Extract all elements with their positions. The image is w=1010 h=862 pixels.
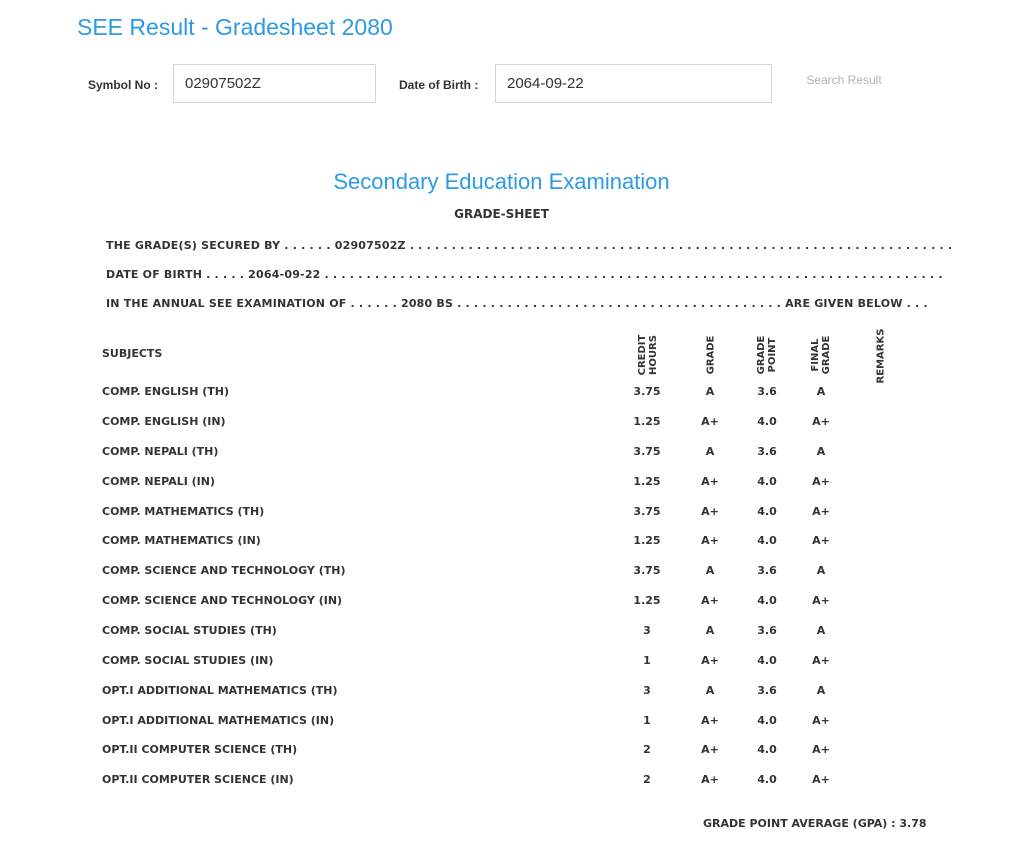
table-row <box>102 654 902 674</box>
grade-value: A <box>705 564 715 577</box>
grade-value: A+ <box>701 534 719 547</box>
grade-point-header <box>753 330 781 380</box>
final-grade-value: A <box>816 684 826 697</box>
grade-point-value: 4.0 <box>757 594 777 607</box>
table-row <box>102 743 902 763</box>
final-grade-value: A <box>816 385 826 398</box>
credit-hours-value: 2 <box>643 743 651 756</box>
dob-line: DATE OF BIRTH . . . . . 2064-09-22 . . . . . . . . . . . . . . . . . . . . . . . . . . . . . . . . . . . . . . . . . . . . . . . . . . . . . . . . . . . . . . . . . . . . . . . . . . <box>106 268 943 281</box>
table-row <box>102 684 902 704</box>
credit-hours-value: 3.75 <box>633 445 661 458</box>
credit-hours-value: 1.25 <box>633 475 661 488</box>
grade-value: A <box>705 385 715 398</box>
final-grade-value: A <box>816 445 826 458</box>
subject-name: OPT.II COMPUTER SCIENCE (IN) <box>102 773 294 786</box>
grade-value: A+ <box>701 594 719 607</box>
credit-hours-value: 3 <box>643 624 651 637</box>
remarks-header <box>867 329 895 383</box>
grade-point-header-text: GRADE POINT <box>756 335 778 375</box>
symbol-no-label: Symbol No : <box>88 78 159 92</box>
table-row <box>102 564 902 584</box>
grade-value: A+ <box>701 654 719 667</box>
final-grade-value: A+ <box>812 773 830 786</box>
grade-header-text: GRADE <box>705 335 717 375</box>
final-grade-value: A+ <box>812 415 830 428</box>
subject-name: COMP. SOCIAL STUDIES (IN) <box>102 654 274 667</box>
grade-point-value: 4.0 <box>757 714 777 727</box>
final-grade-value: A <box>816 564 826 577</box>
table-row <box>102 773 902 793</box>
final-grade-header <box>807 330 835 380</box>
credit-hours-value: 1 <box>643 714 651 727</box>
final-grade-value: A+ <box>812 475 830 488</box>
grade-point-value: 4.0 <box>757 415 777 428</box>
table-row <box>102 624 902 644</box>
subject-name: COMP. NEPALI (IN) <box>102 475 215 488</box>
page-title: SEE Result - Gradesheet 2080 <box>77 14 393 40</box>
table-row <box>102 594 902 614</box>
table-row <box>102 534 902 554</box>
table-row <box>102 475 902 495</box>
exam-title: Secondary Education Examination <box>333 169 670 194</box>
final-grade-value: A+ <box>812 654 830 667</box>
final-grade-value: A+ <box>812 743 830 756</box>
grade-point-value: 3.6 <box>757 684 777 697</box>
grade-value: A+ <box>701 743 719 756</box>
secured-by-line: THE GRADE(S) SECURED BY . . . . . . 02907502Z . . . . . . . . . . . . . . . . . . . . . . . . . . . . . . . . . . . . . . . . . . . . . . . . . . . . . . . . . . . . . . . . . <box>106 239 953 252</box>
subject-name: COMP. NEPALI (TH) <box>102 445 219 458</box>
grade-point-value: 4.0 <box>757 743 777 756</box>
credit-hours-value: 1.25 <box>633 594 661 607</box>
final-grade-value: A+ <box>812 505 830 518</box>
table-row <box>102 714 902 734</box>
grade-value: A+ <box>701 505 719 518</box>
credit-hours-header <box>634 330 662 380</box>
grade-point-value: 3.6 <box>757 445 777 458</box>
grade-header <box>697 330 725 380</box>
grade-point-value: 4.0 <box>757 654 777 667</box>
grade-point-value: 4.0 <box>757 773 777 786</box>
table-row <box>102 505 902 525</box>
symbol-no-input[interactable] <box>173 64 376 103</box>
grade-value: A <box>705 684 715 697</box>
grade-point-value: 3.6 <box>757 624 777 637</box>
grade-value: A <box>705 624 715 637</box>
final-grade-header-text: FINAL GRADE <box>810 335 832 375</box>
grade-point-value: 4.0 <box>757 475 777 488</box>
credit-hours-value: 1.25 <box>633 415 661 428</box>
credit-hours-header-text: CREDIT HOURS <box>637 334 659 376</box>
subject-name: COMP. ENGLISH (TH) <box>102 385 229 398</box>
grade-point-value: 3.6 <box>757 564 777 577</box>
subject-name: OPT.II COMPUTER SCIENCE (TH) <box>102 743 298 756</box>
table-row <box>102 445 902 465</box>
table-row <box>102 415 902 435</box>
credit-hours-value: 3.75 <box>633 564 661 577</box>
exam-line: IN THE ANNUAL SEE EXAMINATION OF . . . . . . 2080 BS . . . . . . . . . . . . . . . . . . . . . . . . . . . . . . . . . . . . . . . ARE GIVEN BELOW . . . <box>106 297 928 310</box>
final-grade-value: A <box>816 624 826 637</box>
grade-value: A+ <box>701 415 719 428</box>
credit-hours-value: 1 <box>643 654 651 667</box>
subjects-header: SUBJECTS <box>102 347 163 360</box>
credit-hours-value: 3 <box>643 684 651 697</box>
remarks-header-text: REMARKS <box>875 328 887 384</box>
credit-hours-value: 1.25 <box>633 534 661 547</box>
subject-name: COMP. ENGLISH (IN) <box>102 415 226 428</box>
dob-label: Date of Birth : <box>399 78 479 92</box>
subject-name: COMP. MATHEMATICS (TH) <box>102 505 265 518</box>
subject-name: COMP. SCIENCE AND TECHNOLOGY (IN) <box>102 594 343 607</box>
table-row <box>102 385 902 405</box>
search-result-button[interactable]: Search Result <box>789 66 899 94</box>
subject-name: COMP. SCIENCE AND TECHNOLOGY (TH) <box>102 564 346 577</box>
subject-name: COMP. SOCIAL STUDIES (TH) <box>102 624 277 637</box>
subject-name: COMP. MATHEMATICS (IN) <box>102 534 261 547</box>
dob-input[interactable] <box>495 64 772 103</box>
gpa-summary: GRADE POINT AVERAGE (GPA) : 3.78 <box>703 817 927 830</box>
grade-value: A <box>705 445 715 458</box>
credit-hours-value: 3.75 <box>633 385 661 398</box>
grade-point-value: 4.0 <box>757 505 777 518</box>
grade-sheet-title: GRADE-SHEET <box>454 207 549 221</box>
subject-name: OPT.I ADDITIONAL MATHEMATICS (IN) <box>102 714 335 727</box>
credit-hours-value: 3.75 <box>633 505 661 518</box>
grade-value: A+ <box>701 773 719 786</box>
grade-point-value: 3.6 <box>757 385 777 398</box>
grade-point-value: 4.0 <box>757 534 777 547</box>
grade-value: A+ <box>701 475 719 488</box>
final-grade-value: A+ <box>812 714 830 727</box>
final-grade-value: A+ <box>812 534 830 547</box>
credit-hours-value: 2 <box>643 773 651 786</box>
grade-value: A+ <box>701 714 719 727</box>
final-grade-value: A+ <box>812 594 830 607</box>
subject-name: OPT.I ADDITIONAL MATHEMATICS (TH) <box>102 684 338 697</box>
